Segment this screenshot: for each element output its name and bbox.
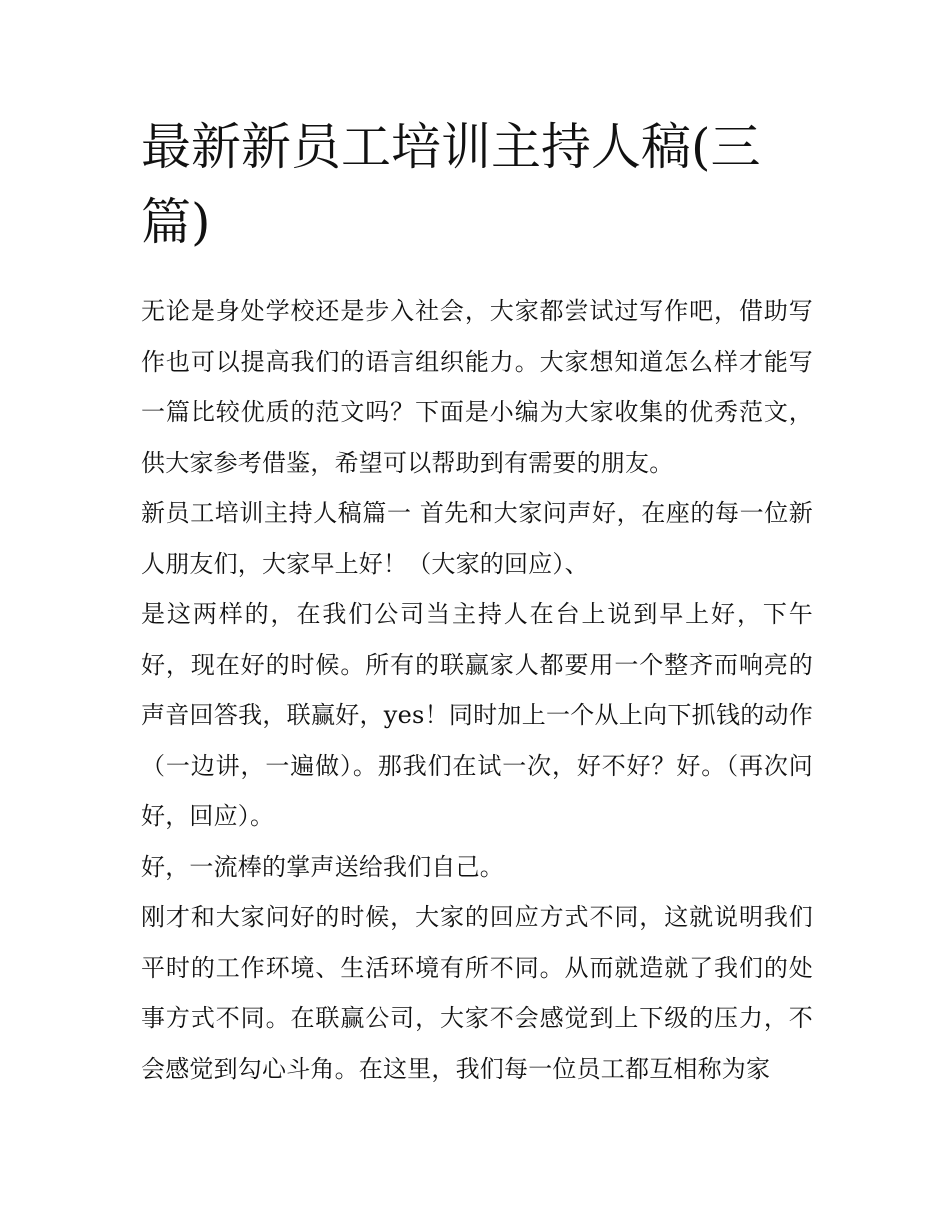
paragraph-instructions: 是这两样的，在我们公司当主持人在台上说到早上好，下午好，现在好的时候。所有的联赢家人都要用一个整齐而响亮的声音回答我，联赢好，yes！同时加上一个从上向下抓钱的动作（一边讲，一遍做）。那我们在试一次，好不好？好。（再次问好，回应）。 [141,600,813,830]
paragraph-intro: 无论是身处学校还是步入社会，大家都尝试过写作吧，借助写作也可以提高我们的语言组织能力。大家想知道怎么样才能写一篇比较优质的范文吗？下面是小编为大家收集的优秀范文，供大家参考借鉴，希望可以帮助到有需要的朋友。 [141,297,813,477]
document-page [141,110,813,1094]
paragraph-environment: 刚才和大家问好的时候，大家的回应方式不同，这就说明我们平时的工作环境、生活环境有所不同。从而就造就了我们的处事方式不同。在联赢公司，大家不会感觉到上下级的压力，不会感觉到勾心斗角。在这里，我们每一位员工都互相称为家 [141,903,813,1083]
paragraph-applause: 好，一流棒的掌声送给我们自己。 [141,852,504,881]
document-title: 最新新员工培训主持人稿(三篇) [141,118,761,251]
paragraph-greeting: 新员工培训主持人稿篇一 首先和大家问声好，在座的每一位新人朋友们，大家早上好！（大家的回应）、 [141,499,813,578]
document-body [141,286,813,1094]
